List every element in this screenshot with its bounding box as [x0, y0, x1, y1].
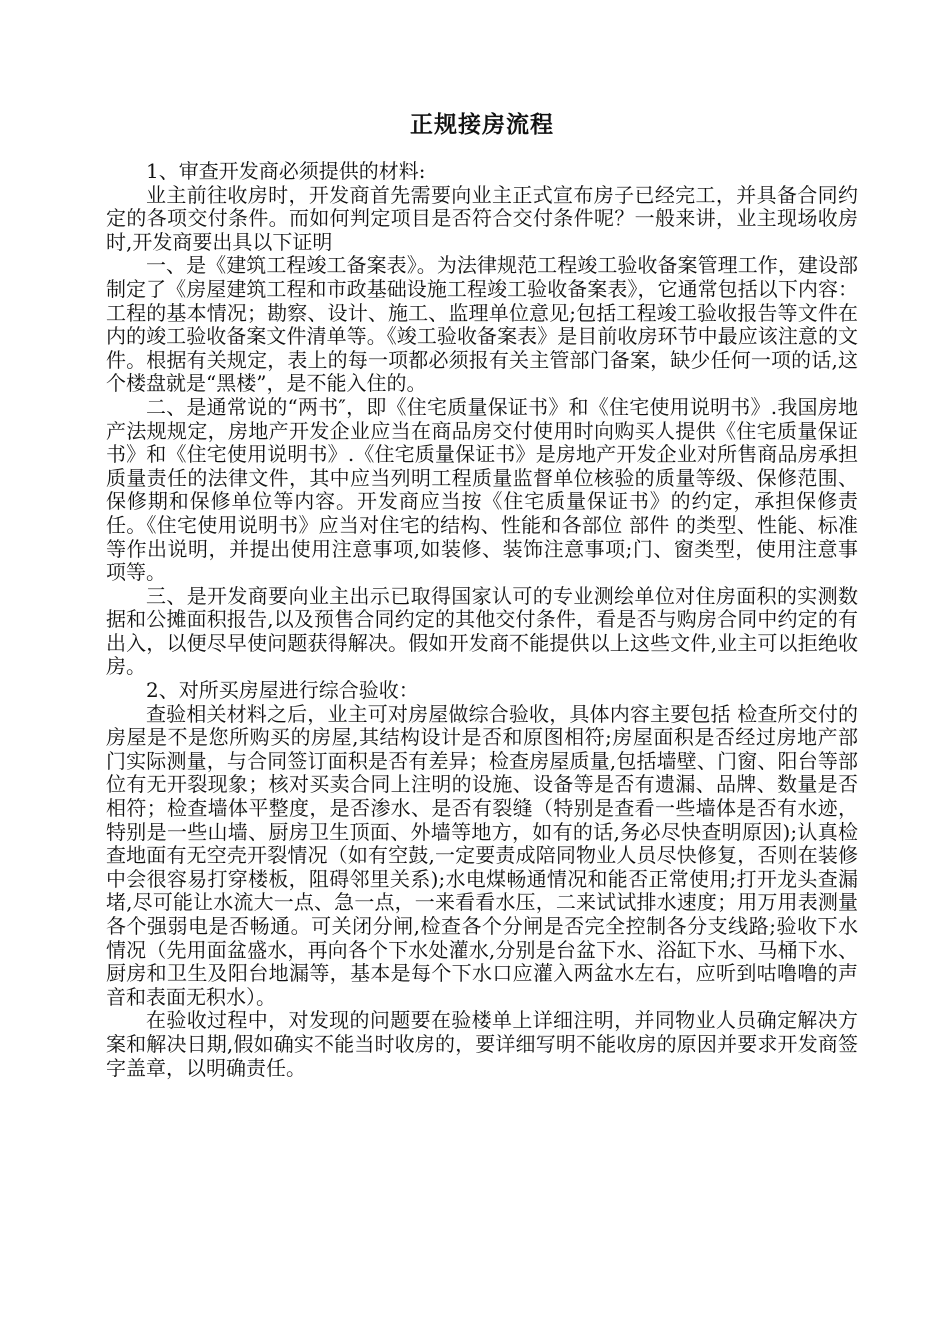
section-heading-inspection: 2、对所买房屋进行综合验收： [146, 678, 419, 703]
paragraph-two-books: 二、是通常说的“两书″，即《住宅质量保证书》和《住宅使用说明书》.我国房地产法规规定，房地产开发企业应当在商品房交付使用时向购买人提供《住宅质量保证书》和《住宅使用说明书》.《住宅质量保证书》是房地产开发企业对所售商品房承担质量责任的法律文件，其中应当列明工程质量监督单位核验的质量等级、保修范围、保修期和保修单位等内容。开发商应当按《住宅质量保证书》的约定，承担保修责任。《住宅使用说明书》应当对住宅的结构、性能和各部位 部件 的类型、性能、标准等作出说明，并提出使用注意事项,如装修、装饰注意事项;门、窗类型，使用注意事项等。 [106, 394, 858, 585]
paragraph-conclusion: 在验收过程中，对发现的问题要在验楼单上详细注明，并同物业人员确定解决方案和解决日期,假如确实不能当时收房的，要详细写明不能收房的原因并要求开发商签字盖章，以明确责任。 [106, 1008, 858, 1080]
paragraph-inspection-details: 查验相关材料之后，业主可对房屋做综合验收，具体内容主要包括 检查所交付的房屋是不是您所购买的房屋,其结构设计是否和原图相符;房屋面积是否经过房地产部门实际测量，与合同签订面积是否有差异；检查房屋质量,包括墙壁、门窗、阳台等部位有无开裂现象；核对买卖合同上注明的设施、设备等是否有遗漏、品牌、数量是否相符；检查墙体平整度，是否渗水、是否有裂缝（特别是查看一些墙体是否有水迹，特别是一些山墙、厨房卫生顶面、外墙等地方，如有的话,务必尽快查明原因);认真检查地面有无空壳开裂情况（如有空鼓,一定要责成陪同物业人员尽快修复，否则在装修中会很容易打穿楼板，阻碍邻里关系);水电煤畅通情况和能否正常使用;打开龙头查漏堵,尽可能让水流大一点、急一点，一来看看水压，二来试试排水速度；用万用表测量各个强弱电是否畅通。可关闭分闸,检查各个分闸是否完全控制各分支线路;验收下水情况（先用面盆盛水，再向各个下水处灌水,分别是台盆下水、浴缸下水、马桶下水、厨房和卫生及阳台地漏等，基本是每个下水口应灌入两盆水左右，应听到咕噜噜的声音和表面无积水）。 [106, 701, 858, 1009]
paragraph-intro: 业主前往收房时，开发商首先需要向业主正式宣布房子已经完工，并具备合同约定的各项交付条件。而如何判定项目是否符合交付条件呢？一般来讲，业主现场收房时,开发商要出具以下证明 [106, 182, 858, 254]
section-heading-materials: 1、审查开发商必须提供的材料: [146, 159, 426, 183]
paragraph-area-report: 三、是开发商要向业主出示已取得国家认可的专业测绘单位对住房面积的实测数据和公摊面积报告,以及预售合同约定的其他交付条件，看是否与购房合同中约定的有出入，以便尽早使问题获得解决。假如开发商不能提供以上这些文件,业主可以拒绝收房。 [106, 583, 858, 679]
document-title: 正规接房流程 [410, 111, 554, 138]
paragraph-filing-form: 一、是《建筑工程竣工备案表》。为法律规范工程竣工验收备案管理工作，建设部制定了《房屋建筑工程和市政基础设施工程竣工验收备案表》，它通常包括以下内容：工程的基本情况；勘察、设计、施工、监理单位意见;包括工程竣工验收报告等文件在内的竣工验收备案文件清单等。《竣工验收备案表》是目前收房环节中最应该注意的文件。根据有关规定，表上的每一项都必须报有关主管部门备案，缺少任何一项的话,这个楼盘就是“黑楼”，是不能入住的。 [106, 253, 858, 396]
document-body [106, 108, 858, 1080]
